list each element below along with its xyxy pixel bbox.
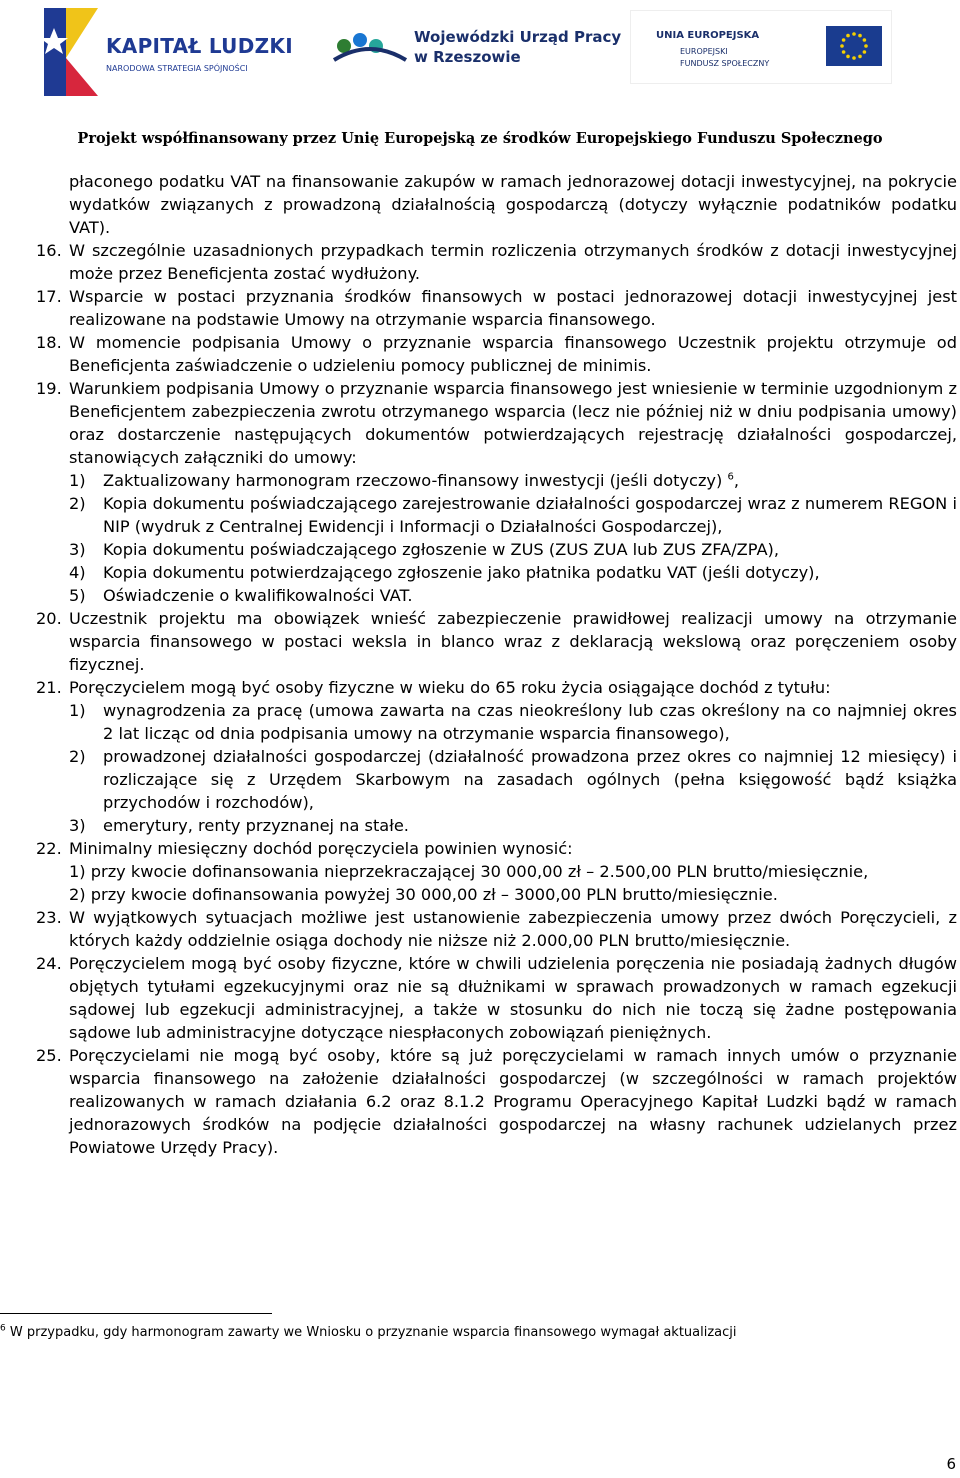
list-item bbox=[0, 584, 960, 607]
list-item bbox=[0, 814, 960, 837]
document-body bbox=[0, 170, 960, 1159]
list-item bbox=[0, 699, 960, 745]
income-threshold-2: 2) przy kwocie dofinansowania powyżej 30 000,00 zł – 3000,00 PLN brutto/miesięcznie. bbox=[69, 885, 778, 904]
list-item-number: 3) bbox=[69, 540, 86, 559]
list-item bbox=[0, 745, 960, 814]
wup-rzeszow-logo bbox=[330, 18, 622, 78]
kapital-ludzki-tagline: NARODOWA STRATEGIA SPÓJNOŚCI bbox=[106, 64, 248, 73]
list-item-text: Kopia dokumentu poświadczającego zarejestrowanie działalności gospodarczej wraz z numerem REGON i NIP (wydruk z Centralnej Ewidencji i Informacji o Działalności Gospodarczej), bbox=[103, 494, 957, 536]
paragraph-text: Poręczycielami nie mogą być osoby, które są już poręczycielami w ramach innych umów o przyznanie wsparcia finansowego na założenie działalności gospodarczej (w szczególności w ramach projektów realizowanych w ramach działania 6.2 oraz 8.1.2 Programu Operacyjnego Kapitał Ludzki bądź w ramach jednorazowych środków na podjęcie działalności gospodarczej na własny rachunek udzielanych przez Powiatowe Urzędy Pracy). bbox=[69, 1046, 957, 1157]
paragraph-number: 20. bbox=[36, 609, 62, 628]
paragraph-text: W szczególnie uzasadnionych przypadkach termin rozliczenia otrzymanych środków z dotacji inwestycyjnej może przez Beneficjenta zostać wydłużony. bbox=[69, 241, 957, 283]
list-item-text: Kopia dokumentu poświadczającego zgłoszenie w ZUS (ZUS ZUA lub ZUS ZFA/ZPA), bbox=[103, 540, 779, 559]
paragraph-17 bbox=[0, 285, 960, 331]
ue-efs-logo bbox=[630, 10, 930, 90]
list-item-text: emerytury, renty przyznanej na stałe. bbox=[103, 816, 409, 835]
ue-fund-line2: FUNDUSZ SPOŁECZNY bbox=[680, 59, 770, 68]
list-item-tail: , bbox=[733, 471, 740, 490]
list-item-text: Kopia dokumentu potwierdzającego zgłoszenie jako płatnika podatku VAT (jeśli dotyczy), bbox=[103, 563, 820, 582]
footnote bbox=[0, 1325, 960, 1340]
list-item bbox=[0, 561, 960, 584]
paragraph-text: W momencie podpisania Umowy o przyznanie wsparcia finansowego Uczestnik projektu otrzymuje od Beneficjenta zaświadczenie o udzieleniu pomocy publicznej de minimis. bbox=[69, 333, 957, 375]
paragraph-text: Minimalny miesięczny dochód poręczyciela powinien wynosić: bbox=[69, 839, 573, 858]
ue-fund-line1: EUROPEJSKI bbox=[680, 47, 728, 56]
paragraph-21 bbox=[0, 676, 960, 699]
paragraph-number: 25. bbox=[36, 1046, 62, 1065]
footnote-ref: 6 bbox=[727, 471, 734, 483]
paragraph-number: 16. bbox=[36, 241, 62, 260]
list-item-text: prowadzonej działalności gospodarczej (działalność prowadzona przez okres co najmniej 12 miesięcy) i rozliczające się z Urzędem Skarbowym na zasadach ogólnych (pełna księgowość bądź książka przychodów i rozchodów), bbox=[103, 747, 957, 812]
list-item-text: Zaktualizowany harmonogram rzeczowo-finansowy inwestycji (jeśli dotyczy) bbox=[103, 471, 723, 490]
paragraph-number: 17. bbox=[36, 287, 62, 306]
footnote-number: 6 bbox=[0, 1323, 6, 1334]
list-item bbox=[0, 538, 960, 561]
eu-flag-icon bbox=[826, 26, 882, 66]
paragraph-text: Uczestnik projektu ma obowiązek wnieść zabezpieczenie prawidłowej realizacji umowy na otrzymanie wsparcia finansowego w postaci weksla in blanco wraz z deklaracją wekslową oraz poręczeniem osoby fizycznej. bbox=[69, 609, 957, 674]
paragraph-text: Poręczycielem mogą być osoby fizyczne, które w chwili udzielenia poręczenia nie posiadają żadnych długów objętych tytułami egzekucyjnymi oraz nie są dłużnikami w sprawach prowadzonych w ramach egzekucji sądowej lub egzekucji administracyjnej, a także w stosunku do nich nie toczą się żadne postępowania sądowe lub administracyjne dotyczące niespłaconych zobowiązań pieniężnych. bbox=[69, 954, 957, 1042]
paragraph-22 bbox=[0, 837, 960, 860]
paragraph-number: 23. bbox=[36, 908, 62, 927]
paragraph-number: 22. bbox=[36, 839, 62, 858]
footnote-separator bbox=[0, 1313, 272, 1314]
paragraph-23 bbox=[0, 906, 960, 952]
list-item bbox=[0, 469, 960, 492]
paragraph-text: Wsparcie w postaci przyznania środków finansowych w postaci jednorazowej dotacji inwestycyjnej jest realizowane na podstawie Umowy na otrzymanie wsparcia finansowego. bbox=[69, 287, 957, 329]
paragraph-19 bbox=[0, 377, 960, 469]
list-item-number: 5) bbox=[69, 586, 86, 605]
income-threshold-1: 1) przy kwocie dofinansowania nieprzekraczającej 30 000,00 zł – 2.500,00 PLN brutto/miesięcznie, bbox=[69, 862, 869, 881]
list-item-number: 2) bbox=[69, 747, 86, 766]
paragraph-continuation: płaconego podatku VAT na finansowanie zakupów w ramach jednorazowej dotacji inwestycyjnej, na pokrycie wydatków związanych z prowadzoną działalnością gospodarczą (dotyczy wyłącznie podatników podatku VAT). bbox=[69, 172, 957, 237]
paragraph-text: W wyjątkowych sytuacjach możliwe jest ustanowienie zabezpieczenia umowy przez dwóch Poręczycieli, z których każdy oddzielnie osiąga dochody nie niższe niż 2.000,00 PLN brutto/miesięcznie. bbox=[69, 908, 957, 950]
list-item-number: 4) bbox=[69, 563, 86, 582]
list-item-number: 1) bbox=[69, 471, 86, 490]
page-header bbox=[0, 0, 960, 160]
wup-name-line1: Wojewódzki Urząd Pracy bbox=[414, 28, 622, 46]
list-item-number: 1) bbox=[69, 701, 86, 720]
paragraph-text: Warunkiem podpisania Umowy o przyznanie wsparcia finansowego jest wniesienie w terminie uzgodnionym z Beneficjentem zabezpieczenia zwrotu otrzymanego wsparcia (lecz nie później niż w dniu podpisania umowy) oraz dostarczenie następujących dokumentów potwierdzających rejestrację działalności gospodarczej, stanowiących załączniki do umowy: bbox=[69, 379, 957, 467]
list-item-text: Oświadczenie o kwalifikowalności VAT. bbox=[103, 586, 413, 605]
funding-note: Projekt współfinansowany przez Unię Europejską ze środków Europejskiego Funduszu Społecznego bbox=[77, 130, 883, 147]
wup-emblem-icon bbox=[330, 18, 410, 74]
list-item-text: wynagrodzenia za pracę (umowa zawarta na czas nieokreślony lub czas określony na co najmniej okres 2 lat licząc od dnia podpisania umowy na otrzymanie wsparcia finansowego), bbox=[103, 701, 957, 743]
wup-name-line2: w Rzeszowie bbox=[414, 48, 521, 66]
page-number: 6 bbox=[946, 1455, 956, 1473]
paragraph-number: 21. bbox=[36, 678, 62, 697]
paragraph-25 bbox=[0, 1044, 960, 1159]
list-item bbox=[0, 492, 960, 538]
paragraph-text: Poręczycielem mogą być osoby fizyczne w wieku do 65 roku życia osiągające dochód z tytułu: bbox=[69, 678, 831, 697]
list-item-number: 3) bbox=[69, 816, 86, 835]
list-item-number: 2) bbox=[69, 494, 86, 513]
paragraph-20 bbox=[0, 607, 960, 676]
paragraph-number: 18. bbox=[36, 333, 62, 352]
paragraph-number: 19. bbox=[36, 379, 62, 398]
ue-name: UNIA EUROPEJSKA bbox=[656, 30, 760, 41]
kapital-ludzki-emblem-icon bbox=[40, 8, 102, 98]
paragraph-18 bbox=[0, 331, 960, 377]
paragraph-number: 24. bbox=[36, 954, 62, 973]
kapital-ludzki-name: KAPITAŁ LUDZKI bbox=[106, 34, 293, 58]
kapital-ludzki-logo bbox=[40, 8, 293, 98]
paragraph-24 bbox=[0, 952, 960, 1044]
paragraph-16 bbox=[0, 239, 960, 285]
footnote-text: W przypadku, gdy harmonogram zawarty we Wniosku o przyznanie wsparcia finansowego wymagał aktualizacji bbox=[9, 1325, 737, 1340]
